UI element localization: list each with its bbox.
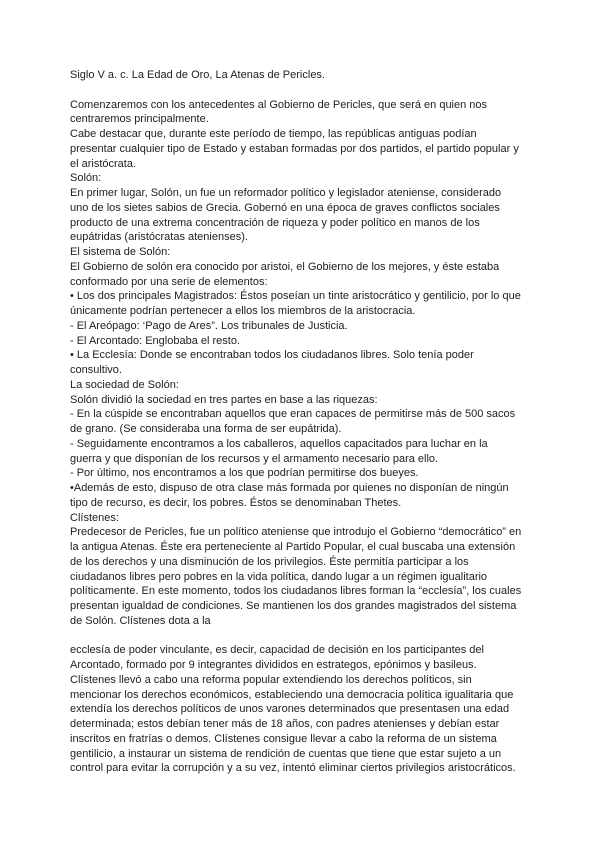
- text-line: tipo de recurso, es decir, los pobres. Éstos se denominaban Thetes.: [70, 496, 402, 509]
- text-line: extendía los derechos políticos de unos varones determinados que presentasen una edad: [70, 703, 510, 716]
- text-line: mencionar los derechos económicos, estableciendo una democracia política igualitaria que: [70, 688, 514, 701]
- text-line: únicamente podrían pertenecer a ellos los miembros de la aristocracia.: [70, 305, 416, 317]
- text-line: Comenzaremos con los antecedentes al Gobierno de Pericles, que será en quien nos: [70, 98, 488, 111]
- text-line: Arcontado, formado por 9 integrantes divididos en estrategos, epónimos y basileus.: [70, 659, 477, 671]
- text-line: control para evitar la corrupción y a su vez, intentó eliminar ciertos privilegios aristocráticos.: [70, 762, 516, 775]
- text-line: presentar cualquier tipo de Estado y estaban formadas por dos partidos, el partido popular y: [70, 142, 519, 155]
- text-line: determinada; estos debían tener más de 18 años, con padres atenienses y debían estar: [70, 718, 500, 730]
- text-line: de grano. (Se consideraba una forma de ser eupátrida).: [70, 423, 342, 435]
- text-line: eupátridas (aristócratas atenienses).: [70, 231, 248, 244]
- text-line: - El Areópago: ‘Pago de Ares”. Los tribunales de Justicia.: [70, 319, 348, 332]
- text-line: - En la cúspide se encontraban aquellos que eran capaces de permitirse más de 500 sacos: [70, 408, 516, 421]
- text-line: Predecesor de Pericles, fue un político ateniense que introdujo el Gobierno “democrático” en: [70, 526, 522, 539]
- text-line: ciudadanos libres pero pobres en la vida política, dando lugar a un régimen igualitario: [70, 570, 488, 583]
- text-line: El Gobierno de solón era conocido por aristoi, el Gobierno de los mejores, y éste estaba: [70, 260, 500, 273]
- text-line: consultivo.: [70, 364, 122, 376]
- blank-line: [70, 83, 545, 98]
- text-line: En primer lugar, Solón, un fue un reformador político y legislador ateniense, considerado: [70, 187, 502, 199]
- text-line: centraremos principalmente.: [70, 113, 209, 126]
- text-line: de los derechos y una disminución de los privilegios. Éste permitía participar a los: [70, 555, 469, 568]
- blank-line: [70, 629, 545, 644]
- text-line: Solón dividió la sociedad en tres partes en base a las riquezas:: [70, 393, 378, 406]
- text-line: ecclesía de poder vinculante, es decir, capacidad de decisión en los participantes del: [70, 644, 484, 657]
- text-line: La sociedad de Solón:: [70, 378, 179, 391]
- text-line: inscritos en fratrías o demos. Clístenes consigue llevar a cabo la reforma de un sistema: [70, 732, 497, 745]
- text-line: Cabe destacar que, durante este período de tiempo, las repúblicas antiguas podían: [70, 128, 477, 140]
- text-line: uno de los sietes sabios de Grecia. Gobernó en una época de graves conflictos sociales: [70, 201, 500, 214]
- text-line: conformado por una serie de elementos:: [70, 275, 268, 288]
- text-line: producto de una extrema concentración de riqueza y poder político en manos de los: [70, 216, 480, 229]
- text-line: presentan igualdad de condiciones. Se mantienen los dos grandes magistrados del sistema: [70, 600, 517, 612]
- text-line: guerra y que disponían de los recursos y el armamento necesario para ello.: [70, 452, 439, 465]
- document-text: [70, 68, 545, 776]
- text-line: el aristócrata.: [70, 157, 137, 170]
- text-line: políticamente. En este momento, todos los ciudadanos libres forman la “ecclesía”, los cuales: [70, 585, 522, 598]
- text-line: •Además de esto, dispuso de otra clase más formada por quienes no disponían de ningún: [70, 482, 509, 494]
- text-line: • La Ecclesía: Donde se encontraban todos los ciudadanos libres. Solo tenía poder: [70, 349, 474, 362]
- text-line: la antigua Atenas. Éste era perteneciente al Partido Popular, el cual buscaba una extensión: [70, 541, 516, 553]
- text-line: Solón:: [70, 172, 102, 185]
- text-line: Clístenes llevó a cabo una reforma popular extendiendo los derechos políticos, sin: [70, 673, 472, 686]
- text-line: - El Arcontado: Englobaba el resto.: [70, 334, 240, 347]
- text-line: - Por último, nos encontramos a los que podrían permitirse dos bueyes.: [70, 467, 419, 480]
- text-line: - Seguidamente encontramos a los caballeros, aquellos capacitados para luchar en la: [70, 437, 488, 450]
- text-line: de Solón. Clístenes dota a la: [70, 614, 211, 627]
- text-line: • Los dos principales Magistrados: Éstos poseían un tinte aristocrático y gentilicio, por lo que: [70, 290, 521, 303]
- text-line: Siglo V a. c. La Edad de Oro, La Atenas de Pericles.: [70, 69, 325, 81]
- text-line: Clístenes:: [70, 511, 119, 524]
- text-line: El sistema de Solón:: [70, 246, 171, 258]
- text-line: gentilicio, a instaurar un sistema de rendición de cuentas que tiene que estar sujeto a un: [70, 747, 502, 760]
